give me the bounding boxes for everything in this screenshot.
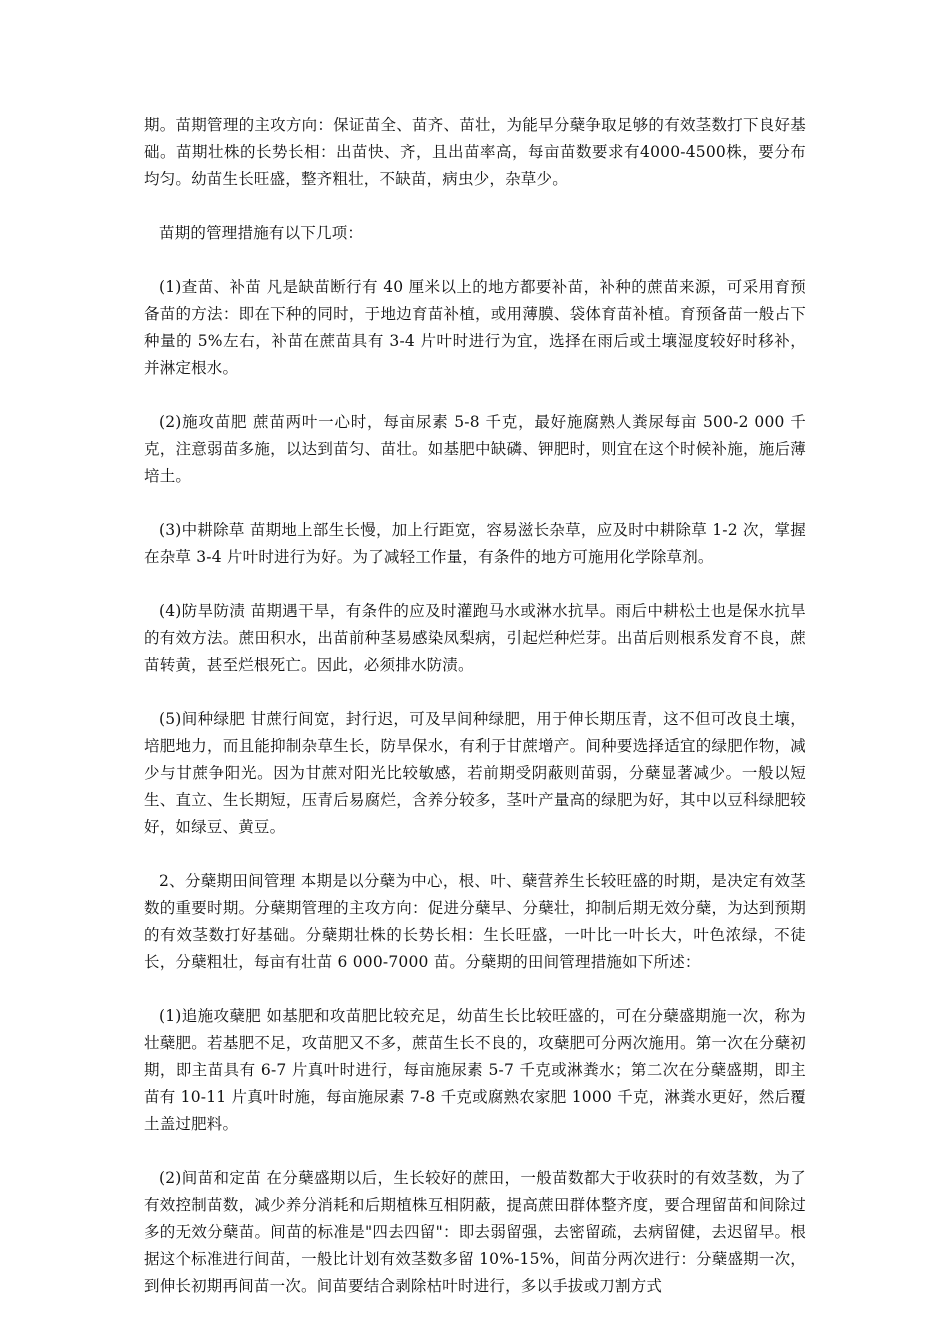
paragraph-seedling-fertilizer: (2)施攻苗肥 蔗苗两叶一心时，每亩尿素 5-8 千克，最好施腐熟人粪尿每亩 500-2 000 千克，注意弱苗多施，以达到苗匀、苗壮。如基肥中缺磷、钾肥时，则宜在这个时候补施，施后薄培土。 bbox=[144, 413, 806, 485]
document-body bbox=[144, 112, 806, 1300]
paragraph-tiller-fertilizer: (1)追施攻蘖肥 如基肥和攻苗肥比较充足，幼苗生长比较旺盛的，可在分蘖盛期施一次，称为壮蘖肥。若基肥不足，攻苗肥又不多，蔗苗生长不良的，攻蘖肥可分两次施用。第一次在分蘖初期，即主苗具有 6-7 片真叶时进行，每亩施尿素 5-7 千克或淋粪水；第二次在分蘖盛期，即主苗有 10-11 片真叶时施，每亩施尿素 7-8 千克或腐熟农家肥 1000 千克，淋粪水更好，然后覆土盖过肥料。 bbox=[144, 1007, 806, 1133]
paragraph-check-replant: (1)查苗、补苗 凡是缺苗断行有 40 厘米以上的地方都要补苗，补种的蔗苗来源，可采用育预备苗的方法：即在下种的同时，于地边育苗补植，或用薄膜、袋体育苗补植。育预备苗一般占下种量的 5%左右，补苗在蔗苗具有 3-4 片叶时进行为宜，选择在雨后或土壤湿度较好时移补，并淋定根水。 bbox=[144, 278, 806, 377]
paragraph-seedling-goal: 期。苗期管理的主攻方向：保证苗全、苗齐、苗壮，为能早分蘖争取足够的有效茎数打下良好基础。苗期壮株的长势长相：出苗快、齐，且出苗率高，每亩苗数要求有4000-4500株，要分布均匀。幼苗生长旺盛，整齐粗壮，不缺苗，病虫少，杂草少。 bbox=[144, 116, 806, 188]
paragraph-drought-waterlogging: (4)防旱防渍 苗期遇干旱，有条件的应及时灌跑马水或淋水抗旱。雨后中耕松土也是保水抗旱的有效方法。蔗田积水，出苗前种茎易感染凤梨病，引起烂种烂芽。出苗后则根系发育不良，蔗苗转黄，甚至烂根死亡。因此，必须排水防渍。 bbox=[144, 602, 806, 674]
paragraph-thinning: (2)间苗和定苗 在分蘖盛期以后，生长较好的蔗田，一般苗数都大于收获时的有效茎数，为了有效控制苗数，减少养分消耗和后期植株互相阴蔽，提高蔗田群体整齐度，要合理留苗和间除过多的无效分蘖苗。间苗的标准是"四去四留"：即去弱留强，去密留疏，去病留健，去迟留早。根据这个标准进行间苗，一般比计划有效茎数多留 10%-15%，间苗分两次进行：分蘖盛期一次，到伸长初期再间苗一次。间苗要结合剥除枯叶时进行，多以手拔或刀割方式 bbox=[144, 1169, 806, 1295]
paragraph-weeding: (3)中耕除草 苗期地上部生长慢，加上行距宽，容易滋长杂草，应及时中耕除草 1-2 次，掌握在杂草 3-4 片叶时进行为好。为了减轻工作量，有条件的地方可施用化学除草剂。 bbox=[144, 521, 806, 566]
paragraph-seedling-measures-intro: 苗期的管理措施有以下几项： bbox=[159, 224, 364, 242]
paragraph-green-manure: (5)间种绿肥 甘蔗行间宽，封行迟，可及早间种绿肥，用于伸长期压青，这不但可改良土壤，培肥地力，而且能抑制杂草生长，防旱保水，有利于甘蔗增产。间种要选择适宜的绿肥作物，减少与甘蔗争阳光。因为甘蔗对阳光比较敏感，若前期受阴蔽则苗弱，分蘖显著减少。一般以短生、直立、生长期短，压青后易腐烂，含养分较多，茎叶产量高的绿肥为好，其中以豆科绿肥较好，如绿豆、黄豆。 bbox=[144, 710, 806, 836]
paragraph-tillering-management: 2、分蘖期田间管理 本期是以分蘖为中心，根、叶、蘖营养生长较旺盛的时期，是决定有效茎数的重要时期。分蘖期管理的主攻方向：促进分蘖早、分蘖壮，抑制后期无效分蘖，为达到预期的有效茎数打好基础。分蘖期壮株的长势长相：生长旺盛，一叶比一叶长大，叶色浓绿，不徒长，分蘖粗壮，每亩有壮苗 6 000-7000 苗。分蘖期的田间管理措施如下所述： bbox=[144, 872, 806, 971]
